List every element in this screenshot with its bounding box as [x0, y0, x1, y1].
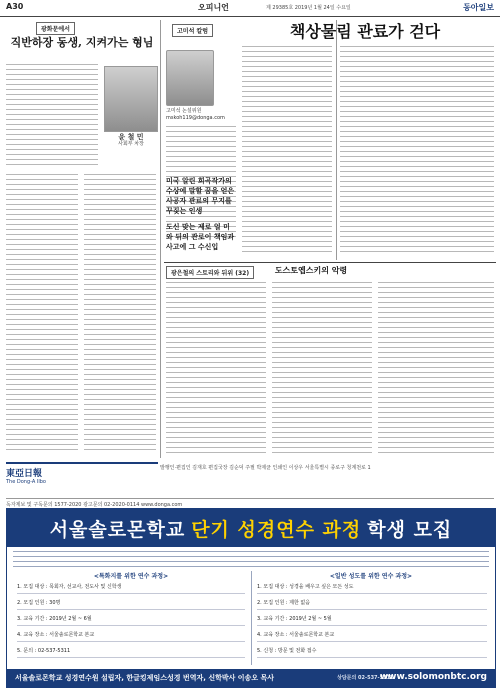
- ad-footer-contact: 상담문의 02-537-5311: [337, 675, 394, 681]
- ad-row-rule: [257, 609, 487, 610]
- series-article-text: [378, 282, 494, 458]
- ad-row-rule: [17, 657, 245, 658]
- left-article-text: [84, 174, 156, 456]
- ad-row: 1. 모집 대상 : 목회자, 선교사, 전도사 및 신학생: [17, 584, 122, 590]
- series-article-text: [166, 282, 266, 458]
- ad-title-school: 서울솔로몬학교: [49, 518, 186, 541]
- ad-row: 2. 모집 인원 : 30명: [17, 600, 61, 606]
- ad-row-rule: [257, 641, 487, 642]
- center-headline: 책상물림 관료가 걷다: [289, 22, 441, 41]
- school-advertisement: [6, 508, 496, 688]
- pull-quote: 미국 알린 희곡작가의 수상에 말할 꿈을 얻은 사공자 관료의 무지를 꾸짖는 인생: [166, 176, 235, 215]
- ad-intro-text: [13, 551, 489, 571]
- left-article-text: [6, 64, 98, 170]
- ad-row-rule: [257, 625, 487, 626]
- series-label: 광은철의 스토리와 뒤위 (32): [166, 266, 254, 279]
- masthead-name: 東亞日報: [6, 469, 43, 479]
- masthead-english: The Dong-A Ilbo: [6, 479, 46, 485]
- ad-row-rule: [17, 593, 245, 594]
- reporter-title: 사회부 차장: [118, 141, 144, 147]
- columnist-name-title: 고미석 논설위원: [166, 108, 202, 114]
- ad-row: 5. 신청 : 방문 및 전화 접수: [257, 648, 317, 654]
- ad-banner: [7, 509, 495, 547]
- column-divider: [336, 20, 337, 260]
- ad-footer-url[interactable]: www.solomonbtc.org: [379, 672, 487, 682]
- ad-row-rule: [17, 641, 245, 642]
- ad-row: 1. 모집 대상 : 성경을 배우고 싶은 모든 성도: [257, 584, 354, 590]
- column-label: 고미석 칼럼: [172, 24, 213, 37]
- ad-subhead-laity: <일반 성도를 위한 연수 과정>: [329, 573, 413, 580]
- page-header: [0, 0, 500, 17]
- reporter-byline: [104, 134, 158, 148]
- ad-row-rule: [17, 609, 245, 610]
- ad-divider: [251, 571, 252, 665]
- section-name: 오피니언: [198, 3, 229, 12]
- ad-subhead-ministers: <특화지를 위한 연수 과정>: [93, 573, 169, 580]
- issue-date: 제 29385호 2019년 1월 24일 수요일: [266, 5, 351, 11]
- reporter-name: 윤 철 민: [118, 133, 144, 141]
- ad-row: 2. 모집 인원 : 제한 없음: [257, 600, 311, 606]
- ad-row: 5. 문의 : 02-537-5311: [17, 648, 71, 654]
- ad-row: 4. 교육 장소 : 서울솔로몬학교 본교: [257, 632, 335, 638]
- columnist-byline: [166, 108, 236, 122]
- ad-row: 3. 교육 기간 : 2019년 2월 ~ 6월: [17, 616, 92, 622]
- ad-row-rule: [257, 593, 487, 594]
- left-article-text: [6, 174, 78, 456]
- ad-row: 3. 교육 기간 : 2019년 2월 ~ 5월: [257, 616, 332, 622]
- column-divider: [160, 20, 161, 458]
- imprint: 발행인·편집인 김재호 편집국장 김순덕 주필 박제균 인쇄인 이상우 서울특별시 종로구 청계천로 1: [160, 465, 371, 471]
- section-divider: [164, 262, 496, 263]
- column-label: 광화문에서: [36, 22, 75, 35]
- reader-notice: 독자제보 및 구독문의 1577-2020 광고문의 02-2020-0114 www.donga.com: [6, 498, 494, 508]
- pull-quote: 도신 맞는 제로 얼 미와 뒤의 관로이 책임과 사고에 그 수신입: [166, 222, 235, 251]
- ad-footer: [7, 669, 495, 687]
- series-subhead: 도스토옙스키의 악령: [274, 265, 348, 275]
- ad-title-course: 단기 성경연수 과정: [191, 518, 362, 541]
- ad-row-rule: [257, 657, 487, 658]
- series-article-text: [272, 282, 372, 458]
- center-article-text: [242, 46, 332, 258]
- ad-footer-founder: 서울솔로몬학교 성경연수원 설립자, 한글킹제임스성경 번역자, 신학박사 이송오 목사: [15, 674, 275, 682]
- columnist-photo: [166, 50, 214, 106]
- ad-row-rule: [17, 625, 245, 626]
- ad-row: 4. 교육 장소 : 서울솔로몬학교 본교: [17, 632, 95, 638]
- center-article-text: [340, 46, 494, 258]
- newspaper-logo: 동아일보: [463, 3, 494, 12]
- page-number: A30: [6, 2, 24, 11]
- ad-title-recruit: 학생 모집: [367, 518, 453, 541]
- left-headline: 직반하장 동생, 지켜가는 형님: [10, 36, 154, 49]
- reporter-photo: [104, 66, 158, 132]
- columnist-email: mskoh119@donga.com: [166, 115, 225, 121]
